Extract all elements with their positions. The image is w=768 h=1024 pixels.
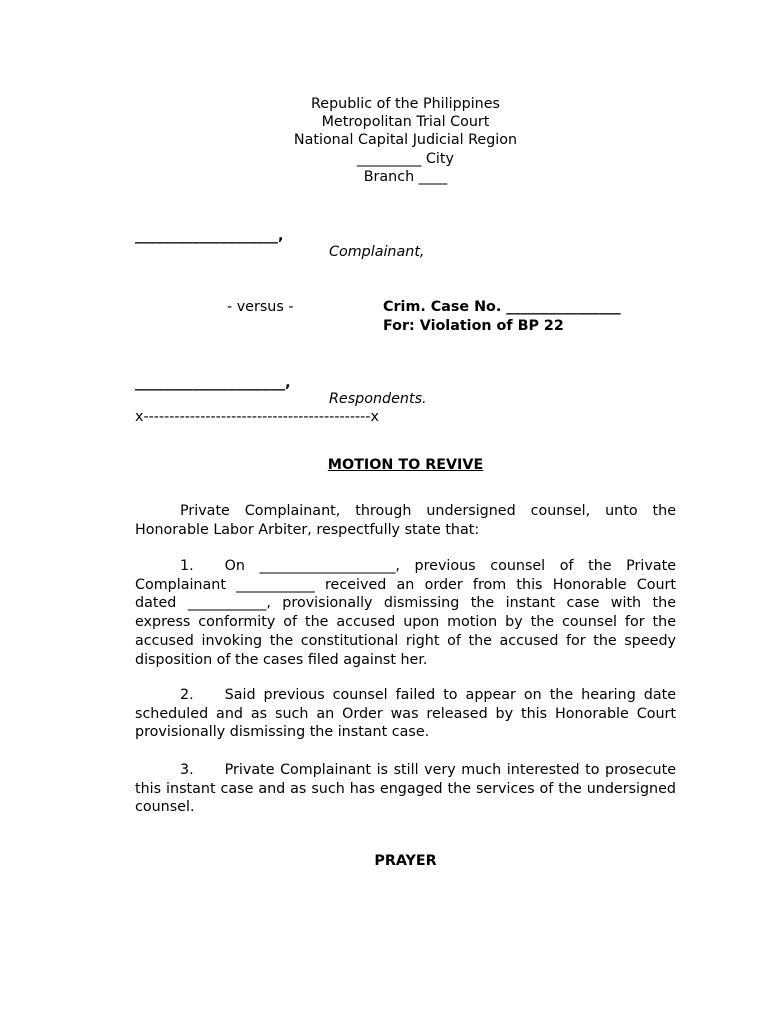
- intro-paragraph: Private Complainant, through undersigned counsel, unto the Honorable Labor Arbiter, respectfully state that:: [135, 503, 676, 538]
- caption-separator: x--------------------------------------------x: [135, 409, 379, 425]
- prayer-heading: PRAYER: [374, 853, 437, 869]
- paragraph-1: [135, 557, 676, 669]
- versus-label: - versus -: [227, 299, 294, 315]
- complainant-blank: ____________________,: [135, 228, 284, 244]
- header-court: Metropolitan Trial Court: [321, 114, 490, 130]
- header-region: National Capital Judicial Region: [293, 132, 518, 148]
- paragraph-2: [135, 686, 676, 742]
- paragraph-2-number: 2.: [180, 687, 194, 703]
- paragraph-1-number: 1.: [180, 558, 194, 574]
- header-branch: Branch ____: [363, 169, 448, 185]
- case-violation: For: Violation of BP 22: [383, 318, 564, 334]
- paragraph-3: [135, 761, 676, 817]
- paragraph-3-number: 3.: [180, 762, 194, 778]
- case-number: Crim. Case No. ________________: [383, 299, 621, 315]
- paragraph-3-text: Private Complainant is still very much interested to prosecute this instant case and as such has engaged the services of the undersigned counsel.: [135, 762, 676, 816]
- paragraph-1-text: On ___________________, previous counsel of the Private Complainant ___________ received an order from this Honorable Court dated ___________, provisionally dismissing the instant case with the express conformity of the accused upon motion by the counsel for the accused invoking the constitutional right of the accused for the speedy disposition of the cases filed against her.: [135, 558, 676, 668]
- header-republic: Republic of the Philippines: [310, 96, 500, 112]
- complainant-label: Complainant,: [329, 244, 425, 260]
- respondent-blank: _____________________,: [135, 375, 291, 391]
- respondent-label: Respondents.: [329, 391, 427, 407]
- motion-title: MOTION TO REVIVE: [327, 457, 484, 473]
- paragraph-2-text: Said previous counsel failed to appear on the hearing date scheduled and as such an Order was released by this Honorable Court provisionally dismissing the instant case.: [135, 687, 676, 741]
- header-city: _________ City: [357, 151, 454, 167]
